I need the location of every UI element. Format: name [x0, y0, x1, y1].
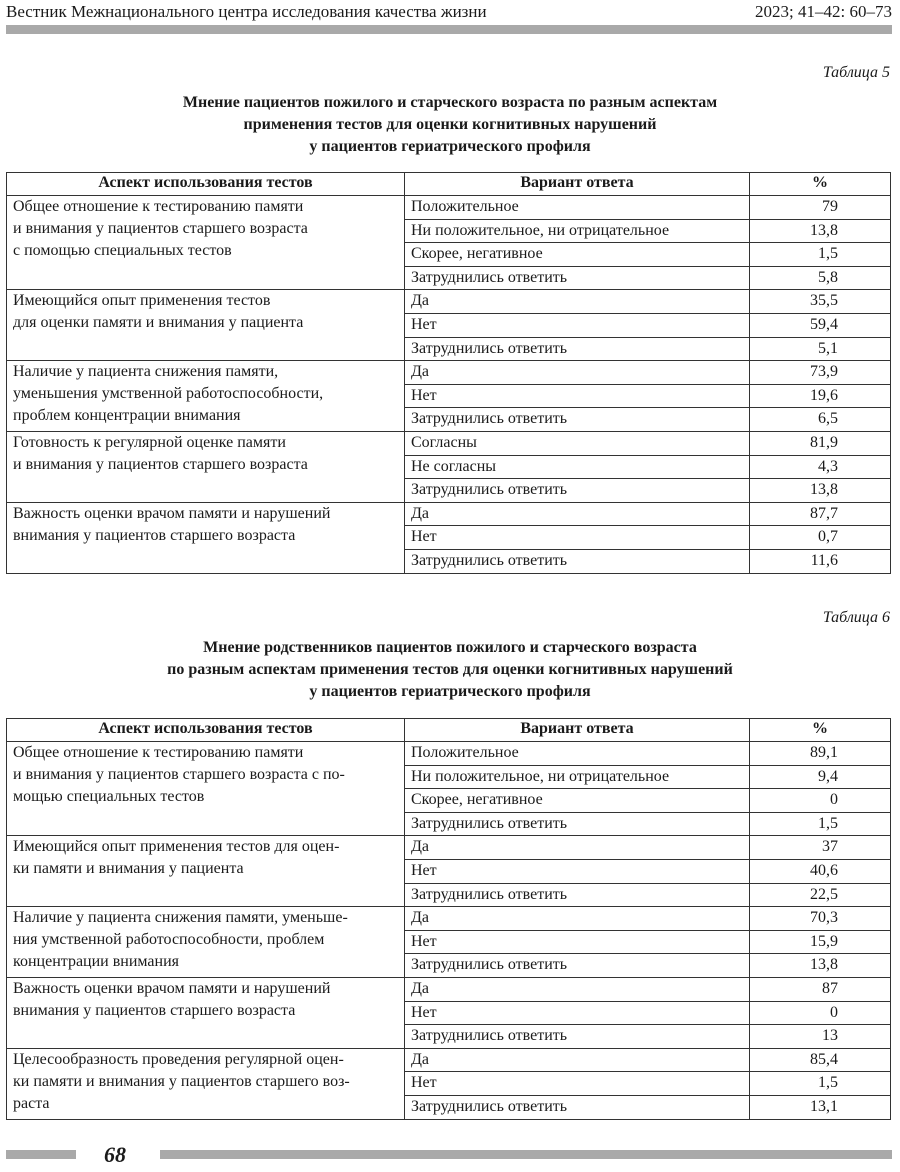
- table-header-row: [7, 719, 891, 742]
- answer-cell: Нет: [405, 313, 750, 337]
- percent-cell: 85,4: [750, 1048, 891, 1072]
- answer-cell: Затруднились ответить: [405, 337, 750, 361]
- percent-cell: 6,5: [750, 408, 891, 432]
- aspect-line: и внимания у пациентов старшего возраста: [13, 220, 308, 237]
- footer-rule-left: [6, 1150, 76, 1159]
- percent-cell: 79: [750, 196, 891, 220]
- answer-cell: Затруднились ответить: [405, 1025, 750, 1049]
- aspect-line: для оценки памяти и внимания у пациента: [13, 314, 304, 332]
- table-row: [7, 1048, 891, 1072]
- table-row: [7, 290, 891, 314]
- answer-cell: Да: [405, 361, 750, 385]
- percent-cell: 59,4: [750, 313, 891, 337]
- answer-cell: Скорее, негативное: [405, 789, 750, 813]
- aspect-line: внимания у пациентов старшего возраста: [13, 526, 296, 544]
- percent-cell: 13,8: [750, 954, 891, 978]
- aspect-line: проблем концентрации внимания: [13, 407, 241, 425]
- aspect-line: ния умственной работоспособности, проблем: [13, 931, 325, 949]
- percent-cell: 5,1: [750, 337, 891, 361]
- percent-cell: 87,7: [750, 502, 891, 526]
- percent-cell: 0,7: [750, 526, 891, 550]
- column-header: Аспект использования тестов: [7, 719, 405, 742]
- answer-cell: Согласны: [405, 431, 750, 455]
- table-row: [7, 742, 891, 766]
- table-row: [7, 431, 891, 455]
- aspect-line: концентрации внимания: [13, 953, 180, 971]
- running-header: [6, 2, 892, 24]
- percent-cell: 22,5: [750, 883, 891, 907]
- aspect-line: Наличие у пациента снижения памяти, уменьше-: [13, 909, 348, 927]
- aspect-line: с помощью специальных тестов: [13, 242, 232, 259]
- percent-cell: 5,8: [750, 266, 891, 290]
- table-5-title: [0, 92, 900, 158]
- answer-cell: Затруднились ответить: [405, 812, 750, 836]
- aspect-line: мощью специальных тестов: [13, 788, 205, 805]
- table-6-label: Таблица 6: [822, 609, 890, 626]
- aspect-cell: [7, 1048, 405, 1119]
- percent-cell: 40,6: [750, 859, 891, 883]
- percent-cell: 0: [750, 1001, 891, 1025]
- issue-citation: 2023; 41–42: 60–73: [755, 2, 892, 21]
- aspect-cell: [7, 742, 405, 836]
- table-header-row: [7, 173, 891, 196]
- percent-cell: 70,3: [750, 907, 891, 931]
- percent-cell: 1,5: [750, 812, 891, 836]
- aspect-cell: [7, 836, 405, 907]
- answer-cell: Затруднились ответить: [405, 479, 750, 503]
- percent-cell: 13: [750, 1025, 891, 1049]
- percent-cell: 81,9: [750, 431, 891, 455]
- answer-cell: Да: [405, 1048, 750, 1072]
- aspect-cell: [7, 196, 405, 290]
- table-6-title-line: по разным аспектам применения тестов для оценки когнитивных нарушений: [167, 661, 733, 678]
- aspect-line: Общее отношение к тестированию памяти: [13, 198, 304, 215]
- column-header: %: [750, 719, 891, 742]
- aspect-cell: [7, 502, 405, 573]
- percent-cell: 15,9: [750, 930, 891, 954]
- answer-cell: Положительное: [405, 742, 750, 766]
- table-6-title-line: у пациентов гериатрического профиля: [309, 683, 591, 700]
- percent-cell: 13,8: [750, 219, 891, 243]
- table-row: [7, 361, 891, 385]
- answer-cell: Затруднились ответить: [405, 549, 750, 573]
- aspect-cell: [7, 290, 405, 361]
- answer-cell: Нет: [405, 930, 750, 954]
- percent-cell: 89,1: [750, 742, 891, 766]
- aspect-line: уменьшения умственной работоспособности,: [13, 385, 324, 403]
- aspect-line: Важность оценки врачом памяти и нарушений: [13, 979, 331, 997]
- answer-cell: Нет: [405, 1001, 750, 1025]
- table-row: [7, 977, 891, 1001]
- page-number: 68: [104, 1142, 126, 1167]
- percent-cell: 13,1: [750, 1095, 891, 1119]
- aspect-line: Имеющийся опыт применения тестов: [13, 292, 271, 310]
- aspect-line: ки памяти и внимания у пациента: [13, 860, 244, 878]
- answer-cell: Ни положительное, ни отрицательное: [405, 219, 750, 243]
- aspect-cell: [7, 907, 405, 978]
- answer-cell: Да: [405, 907, 750, 931]
- table-5-title-line: у пациентов гериатрического профиля: [309, 138, 591, 155]
- table-5-label: Таблица 5: [822, 64, 890, 81]
- aspect-line: внимания у пациентов старшего возраста: [13, 1001, 296, 1019]
- answer-cell: Затруднились ответить: [405, 266, 750, 290]
- aspect-line: и внимания у пациентов старшего возраста с по-: [13, 766, 345, 783]
- footer-rule-right: [160, 1150, 892, 1159]
- table-5-title-line: применения тестов для оценки когнитивных нарушений: [243, 116, 657, 133]
- percent-cell: 1,5: [750, 243, 891, 267]
- header-rule: [6, 25, 892, 34]
- column-header: Вариант ответа: [405, 173, 750, 196]
- table-6: [6, 718, 891, 1120]
- answer-cell: Нет: [405, 384, 750, 408]
- percent-cell: 0: [750, 789, 891, 813]
- table-row: [7, 502, 891, 526]
- answer-cell: Нет: [405, 526, 750, 550]
- table-row: [7, 196, 891, 220]
- aspect-line: Общее отношение к тестированию памяти: [13, 744, 304, 761]
- answer-cell: Положительное: [405, 196, 750, 220]
- answer-cell: Затруднились ответить: [405, 1095, 750, 1119]
- answer-cell: Затруднились ответить: [405, 883, 750, 907]
- table-6-title: [0, 637, 900, 703]
- percent-cell: 35,5: [750, 290, 891, 314]
- aspect-line: и внимания у пациентов старшего возраста: [13, 455, 308, 473]
- aspect-line: Целесообразность проведения регулярной оцен-: [13, 1050, 344, 1068]
- answer-cell: Да: [405, 502, 750, 526]
- aspect-cell: [7, 977, 405, 1048]
- percent-cell: 13,8: [750, 479, 891, 503]
- answer-cell: Ни положительное, ни отрицательное: [405, 765, 750, 789]
- percent-cell: 9,4: [750, 765, 891, 789]
- table-5-title-line: Мнение пациентов пожилого и старческого возраста по разным аспектам: [182, 94, 718, 111]
- journal-title: Вестник Межнационального центра исследования качества жизни: [6, 2, 487, 21]
- percent-cell: 19,6: [750, 384, 891, 408]
- answer-cell: Не согласны: [405, 455, 750, 479]
- percent-cell: 1,5: [750, 1072, 891, 1096]
- column-header: Вариант ответа: [405, 719, 750, 742]
- table-row: [7, 907, 891, 931]
- percent-cell: 37: [750, 836, 891, 860]
- percent-cell: 87: [750, 977, 891, 1001]
- answer-cell: Скорее, негативное: [405, 243, 750, 267]
- column-header: Аспект использования тестов: [7, 173, 405, 196]
- aspect-line: Готовность к регулярной оценке памяти: [13, 433, 286, 451]
- answer-cell: Да: [405, 290, 750, 314]
- aspect-line: Имеющийся опыт применения тестов для оцен-: [13, 838, 340, 856]
- aspect-cell: [7, 431, 405, 502]
- answer-cell: Да: [405, 836, 750, 860]
- aspect-line: раста: [13, 1094, 50, 1112]
- answer-cell: Затруднились ответить: [405, 954, 750, 978]
- answer-cell: Да: [405, 977, 750, 1001]
- aspect-line: Наличие у пациента снижения памяти,: [13, 363, 279, 381]
- aspect-line: Важность оценки врачом памяти и нарушений: [13, 504, 331, 522]
- table-row: [7, 836, 891, 860]
- aspect-cell: [7, 361, 405, 432]
- answer-cell: Нет: [405, 1072, 750, 1096]
- table-5: [6, 172, 891, 574]
- percent-cell: 4,3: [750, 455, 891, 479]
- percent-cell: 73,9: [750, 361, 891, 385]
- table-6-title-line: Мнение родственников пациентов пожилого и старческого возраста: [203, 639, 697, 656]
- answer-cell: Нет: [405, 859, 750, 883]
- percent-cell: 11,6: [750, 549, 891, 573]
- answer-cell: Затруднились ответить: [405, 408, 750, 432]
- aspect-line: ки памяти и внимания у пациентов старшего воз-: [13, 1072, 350, 1090]
- column-header: %: [750, 173, 891, 196]
